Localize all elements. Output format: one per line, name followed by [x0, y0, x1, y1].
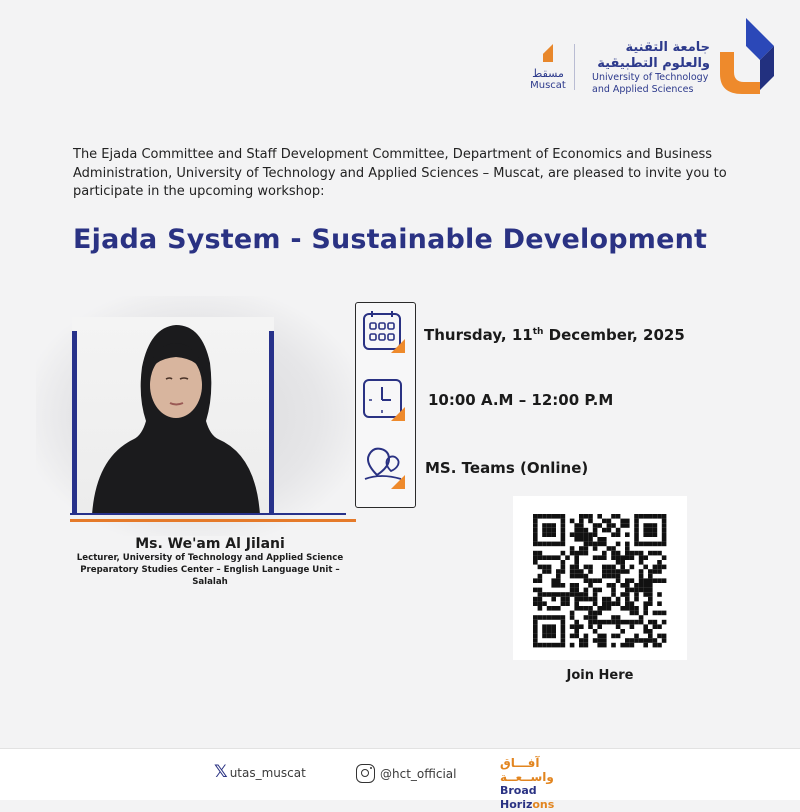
instagram-social-link[interactable]	[356, 764, 456, 783]
clock-icon	[361, 377, 405, 421]
event-date-suffix: th	[532, 327, 544, 337]
qr-code-container[interactable]	[513, 496, 687, 660]
speaker-portrait	[72, 317, 274, 515]
university-logo-icon	[716, 18, 776, 96]
instagram-icon	[356, 764, 375, 783]
x-social-link[interactable]	[214, 764, 306, 781]
join-here-label: Join Here	[566, 668, 634, 683]
photo-frame-left	[72, 331, 77, 515]
university-name-ar-1: جامعة التقنية	[625, 40, 710, 55]
photo-underline-orange	[70, 519, 356, 522]
university-name	[586, 40, 710, 96]
photo-underline-blue	[70, 513, 346, 515]
broad-horizons-en-a: Broad Horiz	[500, 784, 537, 811]
photo-frame-right	[269, 331, 274, 515]
speaker-role-line2: Preparatory Studies Center – English Language Unit – Salalah	[80, 565, 340, 587]
map-pin-icon	[361, 445, 405, 489]
intro-paragraph: The Ejada Committee and Staff Development Committee, Department of Economics and Business Administration, University of Technology and Applied Sciences – Muscat, are pleased to invite you to participate in the upcoming workshop:	[73, 147, 727, 199]
speaker-photo	[72, 317, 274, 515]
broad-horizons-en-b: ons	[532, 798, 555, 811]
university-name-ar-2: والعلوم التطبيقية	[597, 56, 710, 71]
event-date-weekday: Thursday, 11	[424, 326, 533, 344]
muscat-campus-logo	[526, 44, 570, 92]
workshop-title: Ejada System - Sustainable Development	[73, 224, 708, 255]
broad-horizons-ar: آفـــاق واســعــة	[500, 756, 554, 784]
university-name-en-1: University of Technology	[592, 72, 709, 83]
instagram-handle: @hct_official	[380, 766, 457, 781]
event-date-rest: December, 2025	[543, 326, 685, 344]
x-handle: utas_muscat	[229, 765, 306, 780]
muscat-ar-label: مسقط	[532, 67, 564, 80]
logo-divider	[574, 44, 575, 90]
event-time: 10:00 A.M – 12:00 P.M	[428, 391, 614, 409]
broad-horizons-en	[500, 784, 590, 812]
muscat-en-label: Muscat	[530, 80, 566, 91]
university-name-en-2: and Applied Sciences	[592, 84, 694, 95]
event-date	[424, 326, 685, 344]
broad-horizons-logo	[500, 756, 590, 812]
x-logo-icon: 𝕏	[214, 762, 228, 782]
muscat-mark-icon	[543, 44, 553, 62]
event-location: MS. Teams (Online)	[425, 459, 589, 477]
speaker-name: Ms. We'am Al Jilani	[135, 536, 285, 552]
speaker-role-line1: Lecturer, University of Technology and Applied Science	[76, 553, 344, 563]
qr-code[interactable]	[513, 496, 687, 660]
calendar-icon	[361, 309, 405, 353]
